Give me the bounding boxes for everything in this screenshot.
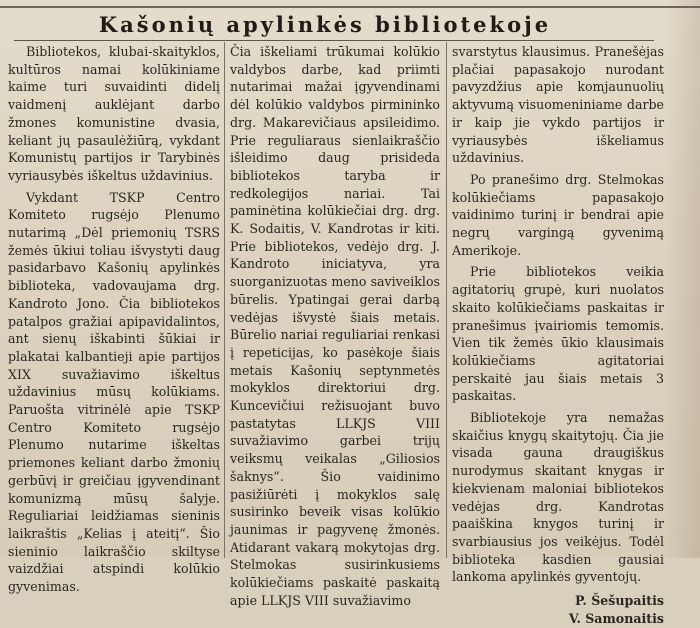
paragraph: Vykdant TSKP Centro Komiteto rugsėjo Plenumo nutarimą „Dėl priemonių TSRS žemės ūkiui toliau išvystyti daug pasidarbavo Kašonių apylinkės biblioteka, vadovaujama drg. Kandroto Jono. Čia bibliotekos patalpos gražiai apipavidalintos, ant sienų iškabinti šūkiai ir plakatai kalbantieji apie partijos XIX suvažiavimo iškeltus uždavinius mūsų kolūkiams. Paruošta vitrinėlė apie TSKP Centro Komiteto rugsėjo Plenumo nutarime iškeltas priemones keliant darbo žmonių gerbūvį ir greičiau įgyvendinant komunizmą mūsų šalyje. Reguliariai leidžiamas sieninis laikraštis „Kelias į ateitį“. Šio sieninio laikraščio skiltyse vaizdžiai atspindi kolūkio gyvenimas. [8,189,220,595]
paragraph: Po pranešimo drg. Stelmokas kolūkiečiams papasakojo vaidinimo turinį ir bendrai apie negrų vargingą gyvenimą Amerikoje. [452,171,664,258]
column-1 [8,43,220,595]
title-rule [14,40,654,41]
paragraph: Bibliotekos, klubai-skaityklos, kultūros namai kolūkiniame kaime turi suvaidinti didelį vaidmenį auklėjant darbo žmones komunistine dvasia, keliant jų pasaulėžiūrą, vykdant Komunistų partijos ir Tarybinės vyriausybės iškeltus uždavinius. [8,44,220,183]
column-3 [452,43,664,626]
paragraph: Čia iškeliami trūkumai kolūkio valdybos darbe, kad priimti nutarimai mažai įgyvendinami dėl kolūkio valdybos pirmininko drg. Makarevičiaus apsileidimo. Prie reguliaraus sienlaikraščio išleidimo daug prisideda bibliotekos taryba ir redkolegijos nariai. Tai paminėtina kolūkiečiai drg. drg. K. Sodaitis, V. Kandrotas ir kiti. Prie bibliotekos, vedėjo drg. J. Kandroto iniciatyva, yra suorganizuotas meno saviveiklos būrelis. Ypatingai gerai darbą vedėjas išvystė šiais metais. Būrelio nariai reguliariai renkasi į repeticijas, ko pasėkoje šiais metais Kašonių septynmetės mokyklos direktoriui drg. Kuncevičiui režisuojant buvo pastatytas LLKJS VIII suvažiavimo garbei trijų veiksmų veikalas „Giliosios šaknys“. Šio vaidinimo pasižiūrėti į mokyklos salę susirinko beveik visas kolūkio jaunimas ir pagyvenę žmonės. Atidarant vakarą mokytojas drg. Stelmokas susirinkusiems kolūkiečiams paskaitė paskaitą apie LLKJS VIII suvažiavimo [230,44,440,608]
column-divider [224,42,225,558]
signature-block [452,592,664,627]
column-divider [446,42,447,558]
paragraph: Prie bibliotekos veikia agitatorių grupė, kuri nuolatos skaito kolūkiečiams paskaitas ir pranešimus įvairiomis temomis. Vien tik žemės ūkio klausimais kolūkiečiams agitatoriai perskaitė jau šiais metais 3 paskaitas. [452,264,664,404]
author-signature: V. Samonaitis [568,610,664,626]
article-title: Kašonių apylinkės bibliotekoje [98,12,552,37]
page-edge-shadow [664,0,700,558]
paragraph: Bibliotekoje yra nemažas skaičius knygų skaitytojų. Čia jie visada gauna draugiškus nurodymus skaitant knygas ir kiekvienam maloniai bibliotekos vedėjas drg. Kandrotas paaiškina knygos turinį ir svarbiausius jos veikėjus. Todėl biblioteka kasdien gausiai lankoma apylinkės gyventojų. [452,410,664,585]
paragraph: svarstytus klausimus. Pranešėjas plačiai papasakojo nurodant pavyzdžius apie komjaunuolių aktyvumą visuomeniniame darbe ir kaip jie vykdo partijos ir vyriausybės iškeliamus uždavinius. [452,44,664,166]
masthead-rule [0,6,700,8]
column-2 [230,43,440,608]
author-signature: P. Šešupaitis [575,593,664,609]
